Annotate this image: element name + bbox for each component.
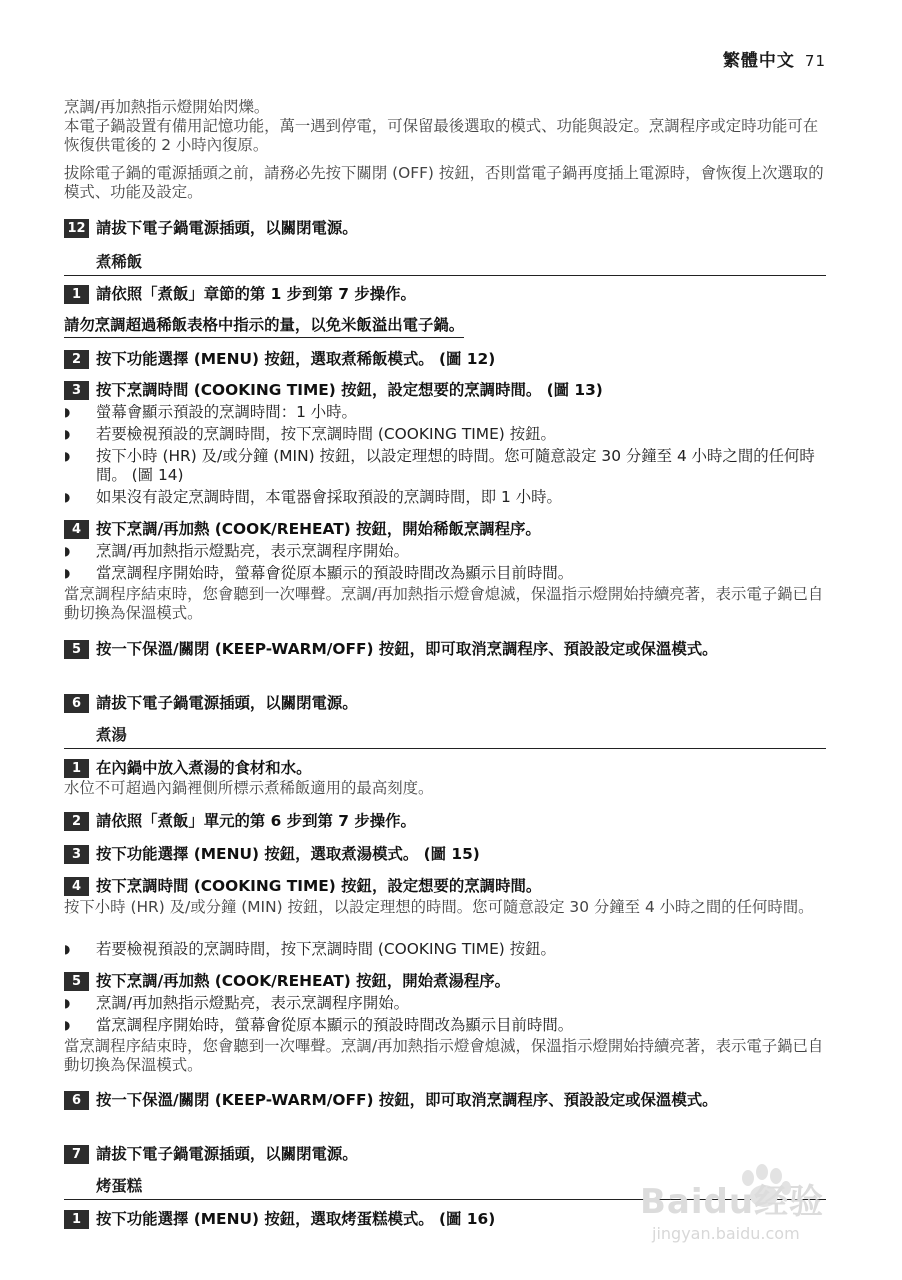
step-text: 請拔下電子鍋電源插頭，以關閉電源。: [96, 219, 358, 237]
step-number-badge: 7: [64, 1145, 89, 1164]
section-rule: [64, 748, 826, 749]
step-text: 請依照「煮飯」章節的第 1 步到第 7 步操作。: [96, 285, 416, 303]
bullet-item: ◗ 當烹調程序開始時，螢幕會從原本顯示的預設時間改為顯示目前時間。: [64, 1016, 574, 1034]
soup-step-4: [64, 877, 826, 896]
step-text: 請依照「煮飯」單元的第 6 步到第 7 步操作。: [96, 812, 416, 830]
step-number-badge: 2: [64, 812, 89, 831]
step-number-badge: 2: [64, 350, 89, 369]
soup-step-6: [64, 1091, 826, 1110]
watermark-text: Baidu经验: [640, 1182, 825, 1222]
step-number-badge: 5: [64, 972, 89, 991]
bullet-marker-icon: ◗: [64, 449, 71, 463]
step-text: 按下烹調/再加熱 (COOK/REHEAT) 按鈕，開始稀飯烹調程序。: [96, 520, 541, 538]
soup-step-4-note: 按下小時 (HR) 及/或分鐘 (MIN) 按鈕，以設定理想的時間。您可隨意設定 30 分鐘至 4 小時之間的任何時間。: [64, 898, 814, 916]
step-number-badge: 4: [64, 520, 89, 539]
language-label: 繁體中文: [722, 51, 795, 71]
bullet-marker-icon: ◗: [64, 427, 71, 441]
step-text: 按下功能選擇 (MENU) 按鈕，選取烤蛋糕模式。 (圖 16): [96, 1210, 496, 1228]
soup-step-1: [64, 759, 826, 778]
section-title-soup: 煮湯: [96, 726, 127, 744]
bullet-item: ◗ 若要檢視預設的烹調時間，按下烹調時間 (COOKING TIME) 按鈕。: [64, 425, 556, 443]
step-text: 按下功能選擇 (MENU) 按鈕，選取煮稀飯模式。 (圖 12): [96, 350, 496, 368]
step-number-badge: 12: [64, 219, 89, 238]
intro-paragraph-2: 本電子鍋設置有備用記憶功能，萬一遇到停電，可保留最後選取的模式、功能與設定。烹調程序或定時功能可在恢復供電後的 2 小時內復原。: [64, 117, 819, 154]
baidu-watermark: [640, 1160, 860, 1280]
section-title-porridge: 煮稀飯: [96, 253, 143, 271]
step-text: 請拔下電子鍋電源插頭，以關閉電源。: [96, 1145, 358, 1163]
bullet-marker-icon: ◗: [64, 1018, 71, 1032]
porridge-step-4: [64, 520, 826, 539]
step-number-badge: 1: [64, 759, 89, 778]
bullet-marker-icon: ◗: [64, 996, 71, 1010]
bullet-item: ◗ 烹調/再加熱指示燈點亮，表示烹調程序開始。: [64, 994, 409, 1012]
bullet-marker-icon: ◗: [64, 490, 71, 504]
intro-paragraph-1: 烹調/再加熱指示燈開始閃爍。: [64, 98, 270, 116]
porridge-step-2: [64, 350, 826, 369]
bullet-item: ◗ 按下小時 (HR) 及/或分鐘 (MIN) 按鈕，以設定理想的時間。您可隨意設定 30 分鐘至 4 小時之間的任何時間。 (圖 14): [64, 447, 815, 484]
section-title-cake: 烤蛋糕: [96, 1177, 143, 1195]
section-rule: [64, 275, 826, 276]
step-number-badge: 4: [64, 877, 89, 896]
step-text: 按下烹調時間 (COOKING TIME) 按鈕，設定想要的烹調時間。 (圖 13): [96, 381, 603, 399]
bullet-marker-icon: ◗: [64, 544, 71, 558]
bullet-item: ◗ 烹調/再加熱指示燈點亮，表示烹調程序開始。: [64, 542, 409, 560]
watermark-url: jingyan.baidu.com: [652, 1224, 800, 1243]
porridge-step-3: [64, 381, 826, 400]
step-number-badge: 6: [64, 1091, 89, 1110]
porridge-step-6: [64, 694, 826, 713]
step-text: 在內鍋中放入煮湯的食材和水。: [96, 759, 312, 777]
porridge-step-1: [64, 285, 826, 304]
step-number-badge: 1: [64, 285, 89, 304]
step-text: 按下烹調/再加熱 (COOK/REHEAT) 按鈕，開始煮湯程序。: [96, 972, 511, 990]
porridge-step-5: [64, 640, 826, 659]
step-number-badge: 1: [64, 1210, 89, 1229]
porridge-warning: 請勿烹調超過稀飯表格中指示的量，以免米飯溢出電子鍋。: [64, 316, 464, 338]
step-text: 請拔下電子鍋電源插頭，以關閉電源。: [96, 694, 358, 712]
step-text: 按一下保溫/關閉 (KEEP-WARM/OFF) 按鈕，即可取消烹調程序、預設設定或保溫模式。: [96, 1091, 718, 1109]
bullet-marker-icon: ◗: [64, 942, 71, 956]
step-text: 按一下保溫/關閉 (KEEP-WARM/OFF) 按鈕，即可取消烹調程序、預設設定或保溫模式。: [96, 640, 718, 658]
bullet-item: ◗ 若要檢視預設的烹調時間，按下烹調時間 (COOKING TIME) 按鈕。: [64, 940, 556, 958]
step-text: 按下功能選擇 (MENU) 按鈕，選取煮湯模式。 (圖 15): [96, 845, 480, 863]
bullet-item: ◗ 如果沒有設定烹調時間，本電器會採取預設的烹調時間，即 1 小時。: [64, 488, 562, 506]
step-12: [64, 219, 826, 238]
bullet-marker-icon: ◗: [64, 405, 71, 419]
manual-page: [64, 0, 826, 1280]
bullet-marker-icon: ◗: [64, 566, 71, 580]
porridge-step-4-note: 當烹調程序結束時，您會聽到一次嗶聲。烹調/再加熱指示燈會熄滅，保溫指示燈開始持續亮著，表示電子鍋已自動切換為保溫模式。: [64, 585, 824, 622]
soup-step-1-note: 水位不可超過內鍋裡側所標示煮稀飯適用的最高刻度。: [64, 779, 434, 797]
step-number-badge: 6: [64, 694, 89, 713]
soup-step-5: [64, 972, 826, 991]
soup-step-2: [64, 812, 826, 831]
step-number-badge: 5: [64, 640, 89, 659]
page-number: 71: [804, 52, 826, 70]
bullet-item: ◗ 當烹調程序開始時，螢幕會從原本顯示的預設時間改為顯示目前時間。: [64, 564, 574, 582]
step-number-badge: 3: [64, 381, 89, 400]
soup-step-3: [64, 845, 826, 864]
step-number-badge: 3: [64, 845, 89, 864]
intro-paragraph-3: 拔除電子鍋的電源插頭之前，請務必先按下關閉 (OFF) 按鈕，否則當電子鍋再度插上電源時，會恢復上次選取的模式、功能及設定。: [64, 164, 824, 201]
page-header: [723, 46, 826, 71]
soup-step-5-note: 當烹調程序結束時，您會聽到一次嗶聲。烹調/再加熱指示燈會熄滅，保溫指示燈開始持續亮著，表示電子鍋已自動切換為保溫模式。: [64, 1037, 824, 1074]
step-text: 按下烹調時間 (COOKING TIME) 按鈕，設定想要的烹調時間。: [96, 877, 542, 895]
bullet-item: ◗ 螢幕會顯示預設的烹調時間：1 小時。: [64, 403, 357, 421]
